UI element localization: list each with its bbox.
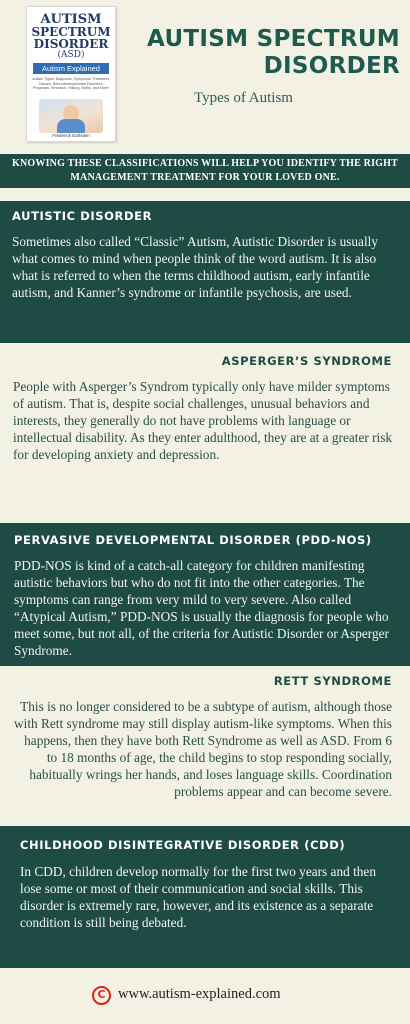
book-title-abbr: (ASD) bbox=[57, 50, 85, 60]
section-heading: PERVASIVE DEVELOPMENTAL DISORDER (PDD-NOS) bbox=[14, 533, 372, 547]
banner-line2: MANAGEMENT TREATMENT FOR YOUR LOVED ONE. bbox=[70, 172, 340, 183]
book-title-line2: SPECTRUM bbox=[31, 25, 111, 39]
copyright-icon: C bbox=[92, 986, 111, 1005]
book-photo bbox=[39, 99, 103, 133]
section-heading: ASPERGER’S SYNDROME bbox=[221, 354, 392, 368]
section-rett-syndrome bbox=[0, 666, 410, 826]
book-title-line3: DISORDER bbox=[33, 37, 109, 51]
child-body-shape bbox=[57, 119, 85, 133]
section-body: This is no longer considered to be a subtype of autism, although those with Rett syndrome may still display autism-like symptoms. When this happens, then they have both Rett Syndrome as well as ASD. From 6 to 18 months of age, the child begins to stop responding socially, habitually wrings her hands, and loses language skills. Coordination problems appear and can become severe. bbox=[14, 699, 392, 799]
page-subtitle: Types of Autism bbox=[194, 90, 293, 106]
section-autistic-disorder bbox=[0, 201, 410, 343]
section-body: People with Asperger’s Syndrom typically only have milder symptoms of autism. That is, despite social challenges, unusual behaviors and interests, they generally do not have problems with language or intellectual disability. As they enter adulthood, they are at a greater risk for developing anxiety and depression. bbox=[13, 379, 393, 462]
book-cover-image bbox=[26, 6, 116, 142]
section-heading: CHILDHOOD DISINTEGRATIVE DISORDER (CDD) bbox=[20, 838, 346, 852]
page-title bbox=[130, 26, 400, 80]
section-heading: RETT SYNDROME bbox=[273, 674, 392, 688]
section-aspergers-syndrome bbox=[0, 343, 410, 523]
page-title-line2: DISORDER bbox=[263, 53, 400, 79]
book-band: Autism Explained bbox=[33, 63, 109, 74]
section-cdd bbox=[0, 826, 410, 968]
section-heading: AUTISTIC DISORDER bbox=[12, 209, 153, 223]
book-title-line1: AUTISM bbox=[40, 12, 102, 27]
section-body: Sometimes also called “Classic” Autism, Autistic Disorder is usually what comes to mind when people think of the word autism. It is also what is referred to when the terms childhood autism, early infantile autism, and Kanner’s syndrome or infantile psychosis, are used. bbox=[12, 234, 378, 300]
section-body: In CDD, children develop normally for the first two years and then lose some or most of their communication and social skills. This disorder is extremely rare, however, and its existence as a separate condition is still being debated. bbox=[20, 864, 376, 930]
book-subtitle: Autism Types, Diagnosis, Symptoms, Treatment, Causes, Neurodevelopmental Disorders, Prognosis, Research, History, Myths, and More! bbox=[32, 77, 110, 91]
book-author: Frederick Earlstein bbox=[52, 133, 90, 138]
website-link[interactable]: www.autism-explained.com bbox=[118, 986, 281, 1002]
intro-banner bbox=[0, 154, 410, 188]
page-title-line1: AUTISM SPECTRUM bbox=[147, 26, 400, 52]
banner-line1: KNOWING THESE CLASSIFICATIONS WILL HELP YOU IDENTIFY THE RIGHT bbox=[11, 158, 399, 169]
section-pdd-nos bbox=[0, 523, 410, 666]
footer bbox=[0, 968, 410, 1024]
section-body: PDD-NOS is kind of a catch-all category for children manifesting autistic behaviors but who do not fit into the other categories. The symptoms can range from very mild to very severe. Also called “Atypical Autism,” PDD-NOS is usually the diagnosis for people who meet some, but not all, of the criteria for Autistic Disorder or Asperger Syndrome. bbox=[14, 558, 389, 658]
header bbox=[0, 0, 410, 152]
